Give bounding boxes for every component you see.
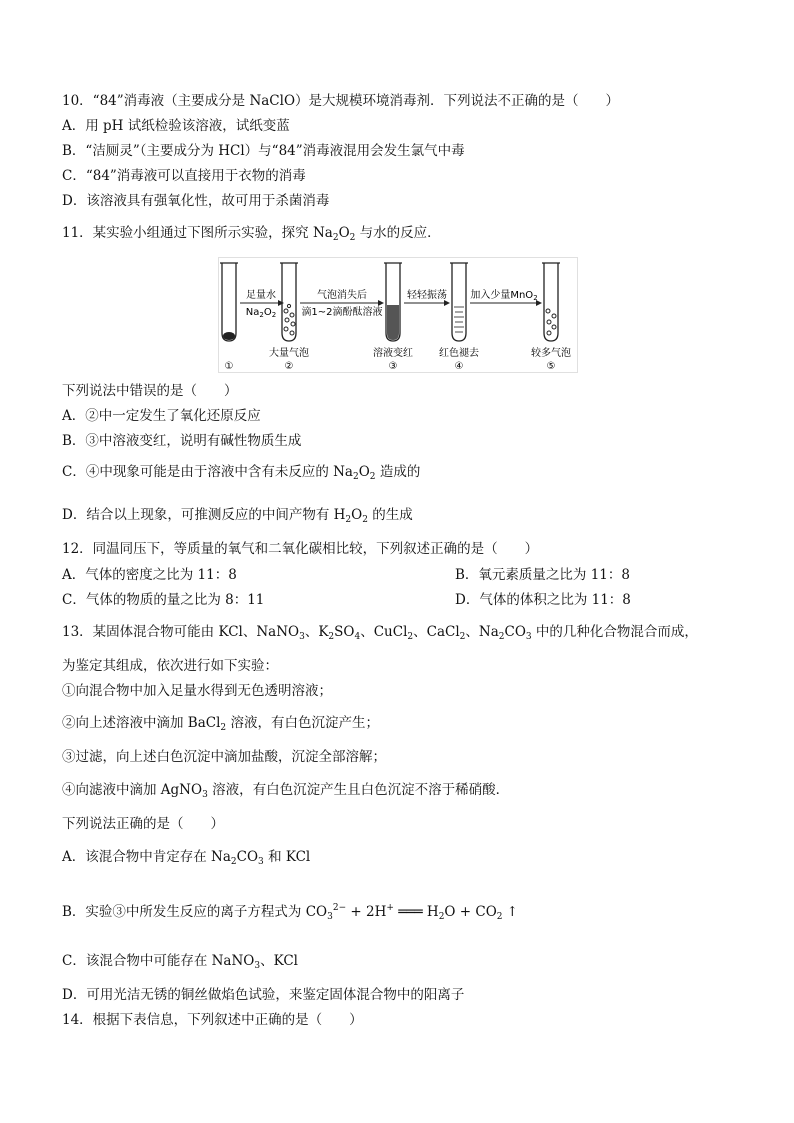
arrow1-bottom-label: $Na_2O_2$ (245, 307, 277, 319)
tube5-number: ⑤ (546, 361, 556, 372)
q10-option-b: B．“洁厕灵”（主要成分为 HCl）与“84”消毒液混用会发生氯气中毒 (62, 143, 465, 159)
tube3-number: ③ (388, 361, 398, 372)
q13-stem: 13．某固体混合物可能由 KCl、NaNO$_3$、$K_2SO_4$、CuCl$_2$、CaCl$_2$、$Na_2CO_3$ 中的几种化合物混合而成， (62, 624, 698, 642)
q10-option-a: A．用 pH 试纸检验该溶液，试纸变蓝 (62, 118, 290, 134)
experiment-figure (218, 257, 578, 373)
q12-row-1 (62, 566, 630, 584)
tube3-label: 溶液变红 (373, 348, 413, 359)
tube5-label: 较多气泡 (531, 348, 571, 359)
q11-option-a: A．②中一定发生了氧化还原反应 (62, 408, 261, 424)
q10-option-d: D．该溶液具有强氧化性，故可用于杀菌消毒 (62, 193, 330, 209)
q11-prompt: 下列说法中错误的是（ ） (62, 383, 238, 399)
q11-stem: 11．某实验小组通过下图所示实验，探究 $Na_2O_2$ 与水的反应． (62, 225, 441, 243)
q13-step-1: ①向混合物中加入足量水得到无色透明溶液； (62, 683, 332, 699)
q13-step-3: ③过滤，向上述白色沉淀中滴加盐酸，沉淀全部溶解； (62, 749, 386, 765)
arrow2-bottom-label: 滴1~2滴酚酞溶液 (301, 307, 383, 318)
q14-stem: 14．根据下表信息，下列叙述中正确的是（ ） (62, 1012, 363, 1028)
arrow2-top-label: 气泡消失后 (317, 290, 367, 301)
q13-option-b: B．实验③中所发生反应的离子方程式为 $CO_3^{2-} + 2H^+$ ═══ $H_2O + CO_2$ ↑ (62, 903, 519, 922)
arrow4-top-label: 加入少量MnO$_2$ (470, 290, 538, 302)
q10-option-c: C．“84”消毒液可以直接用于衣物的消毒 (62, 168, 306, 184)
q11-option-b: B．③中溶液变红，说明有碱性物质生成 (62, 433, 302, 449)
q12-option-c: C．气体的物质的量之比为 8：11 (62, 592, 265, 608)
q11-option-c: C．④中现象可能是由于溶液中含有未反应的 $Na_2O_2$ 造成的 (62, 464, 421, 482)
q13-prompt: 下列说法正确的是（ ） (62, 816, 224, 832)
q13-option-d: D．可用光洁无锈的铜丝做焰色试验，来鉴定固体混合物中的阳离子 (62, 987, 465, 1003)
q12-option-a: A．气体的密度之比为 11：8 (62, 567, 237, 583)
arrow3-top-label: 轻轻振荡 (407, 290, 447, 301)
q12-stem: 12．同温同压下，等质量的氧气和二氧化碳相比较，下列叙述正确的是（ ） (62, 541, 539, 557)
tube4-label: 红色褪去 (439, 348, 479, 359)
tube1-number: ① (224, 361, 234, 372)
q12-option-d: D．气体的体积之比为 11：8 (455, 592, 631, 608)
tube2-label: 大量气泡 (269, 348, 309, 359)
q13-stem-line2: 为鉴定其组成，依次进行如下实验： (62, 658, 278, 674)
q10-stem: 10．“84”消毒液（主要成分是 NaClO）是大规模环境消毒剂．下列说法不正确的是（ ） (62, 93, 620, 109)
q13-step-2: ②向上述溶液中滴加 BaCl$_2$ 溶液，有白色沉淀产生； (62, 715, 379, 733)
arrow1-top-label: 足量水 (246, 290, 276, 301)
q12-row-2 (62, 591, 631, 609)
q12-option-b: B．氧元素质量之比为 11：8 (455, 567, 630, 583)
q13-step-4: ④向滤液中滴加 AgNO$_3$ 溶液，有白色沉淀产生且白色沉淀不溶于稀硝酸． (62, 782, 510, 800)
q13-option-c: C．该混合物中可能存在 NaNO$_3$、KCl (62, 953, 298, 971)
q13-option-a: A．该混合物中肯定存在 $Na_2CO_3$ 和 KCl (62, 849, 311, 867)
tube4-number: ④ (454, 361, 464, 372)
q11-option-d: D．结合以上现象，可推测反应的中间产物有 $H_2O_2$ 的生成 (62, 507, 413, 525)
tube2-number: ② (284, 361, 294, 372)
